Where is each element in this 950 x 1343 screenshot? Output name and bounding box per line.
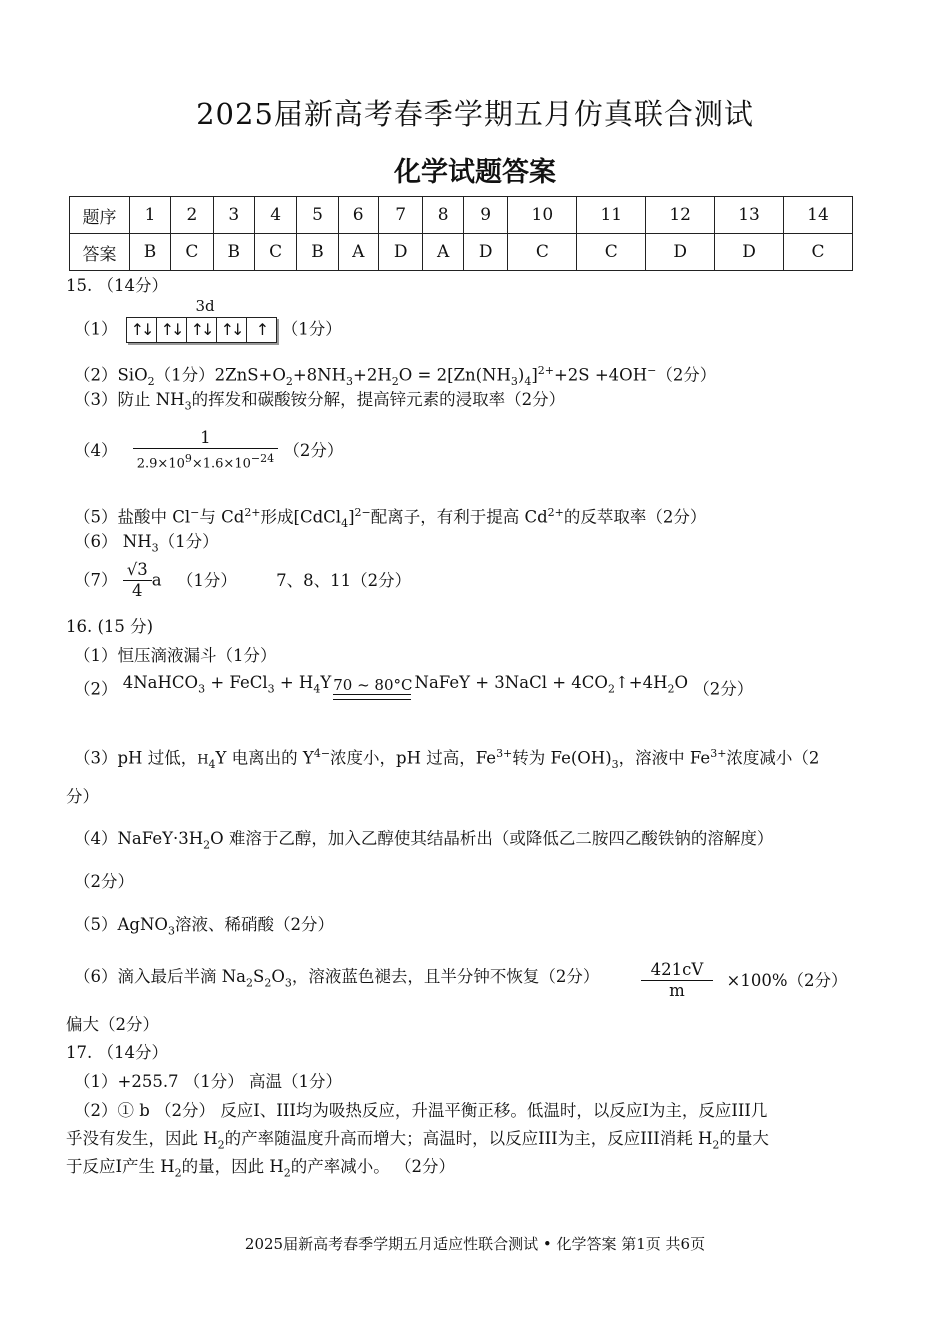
answer-cell: C <box>171 234 214 271</box>
table-row <box>70 234 853 271</box>
page-subtitle: 化学试题答案 <box>394 157 556 188</box>
q16-part2: （2） 4NaHCO$_3$ + FeCl$_3$ + $H_4Y$ 70 ~ 80°C NaFeY + 3NaCl + $4CO_2↑+4H_2O$ （2分） <box>74 673 754 699</box>
question-number-cell: 8 <box>423 197 463 234</box>
answer-cell: A <box>423 234 463 271</box>
question-number-cell: 13 <box>715 197 784 234</box>
q16-part3-cont: 分） <box>66 787 99 806</box>
orbital-label: 3d <box>195 297 215 315</box>
reaction-condition: 70 ~ 80°C <box>333 676 412 700</box>
q17-part2-line2: 乎没有发生，因此 $H_2$的产率随温度升高而增大；高温时，以反应III为主，反应III消耗 $H_2$的量大 <box>66 1129 769 1152</box>
answer-cell: C <box>254 234 297 271</box>
q17-heading: 17. （14分） <box>66 1043 168 1062</box>
q17-part2-line3: 于反应I产生 $H_2$的量，因此 $H_2$的产率减小。 （2分） <box>66 1157 456 1180</box>
answer-cell: D <box>715 234 784 271</box>
question-number-cell: 5 <box>297 197 338 234</box>
question-number-cell: 2 <box>171 197 214 234</box>
fraction: $\frac{√3}{4}$ <box>123 560 152 601</box>
question-number-cell: 9 <box>463 197 508 234</box>
q16-heading: 16. (15 分) <box>66 617 154 636</box>
q16-part1: （1）恒压滴液漏斗（1分） <box>74 646 277 665</box>
q15-part7: （7） $\frac{√3}{4}$ a （1分） 7、8、11（2分） <box>74 560 412 600</box>
q16-part6-cont: 偏大（2分） <box>66 1015 159 1034</box>
answer-cell: D <box>463 234 508 271</box>
fraction: $\frac{1}{2.9\times 10^9\times 1.6\times 10^{-24}}$ <box>133 428 278 474</box>
answer-cell: B <box>213 234 254 271</box>
answer-cell: D <box>378 234 423 271</box>
orbital-cell: ↑↓ <box>157 318 187 342</box>
row-header-number: 题序 <box>70 197 130 234</box>
answer-cell: D <box>646 234 715 271</box>
orbital-cell: ↑ <box>255 320 267 339</box>
q16-part6: （6）滴入最后半滴 $Na_2S_2O_3$，溶液蓝色褪去，且半分钟不恢复（2分） $\frac{421cV}{m}$ ×100%（2分） <box>74 960 848 1000</box>
answer-cell: C <box>508 234 577 271</box>
q15-part6: （6） $NH_3(1$分） <box>74 532 219 555</box>
q16-part4-cont: （2分） <box>74 872 134 891</box>
answer-cell: B <box>130 234 171 271</box>
q15-part2: （2）SiO$_2$（1分）$2ZnS+O_2+8NH_3+2H_2O = 2[Zn(NH_3)_4]^{2+}+2S +4OH^-(2$分） <box>74 364 717 388</box>
question-number-cell: 10 <box>508 197 577 234</box>
question-number-cell: 1 <box>130 197 171 234</box>
answer-cell: B <box>297 234 338 271</box>
question-number-cell: 3 <box>213 197 254 234</box>
question-number-cell: 6 <box>338 197 378 234</box>
row-header-answer: 答案 <box>70 234 130 271</box>
answer-cell: C <box>577 234 646 271</box>
q17-part2-line1: （2）① b （2分） 反应I、III均为吸热反应，升温平衡正移。低温时，以反应I为主，反应III几 <box>74 1101 768 1120</box>
orbital-cell: ↑↓ <box>127 318 157 342</box>
fraction: $\frac{421cV}{m}$ <box>641 960 714 1001</box>
page-footer: 2025届新高考春季学期五月适应性联合测试 • 化学答案 第1页 共6页 <box>244 1235 706 1253</box>
page-title: 2025届新高考春季学期五月仿真联合测试 <box>196 97 754 131</box>
orbital-cell: ↑↓ <box>217 318 247 342</box>
answer-table <box>69 196 853 271</box>
question-number-cell: 12 <box>646 197 715 234</box>
q15-part1: （1） 3d ↑↓ ↑↓ ↑↓ ↑↓ ↑ （1分） <box>74 317 342 343</box>
question-number-cell: 7 <box>378 197 423 234</box>
q16-part3: （3）pH 过低，$H_4Y$ 电离出的 $Y^{4-}$浓度小，pH 过高，$Fe^{3+}$转为 $Fe(OH)_3$，溶液中 $Fe^{3+}$浓度减小（2 <box>74 747 820 771</box>
table-row <box>70 197 853 234</box>
q15-part4: （4） $\frac{1}{2.9\times 10^9\times 1.6\times 10^{-24}}$ （2分） <box>74 428 343 474</box>
q16-part4: $(4)NaFeY\cdot 3H_2O$ 难溶于乙醇，加入乙醇使其结晶析出（或降低乙二胺四乙酸铁钠的溶解度） <box>74 829 774 852</box>
question-number-cell: 11 <box>577 197 646 234</box>
q15-part5: （5）盐酸中 Cl−与 $Cd^{2+}$形成[CdCl$_4$]$^{2-}$配离子，有利于提高 $Cd^{2+}$的反萃取率（2分） <box>74 506 707 530</box>
q15-part3: （3）防止 $NH_3$的挥发和碳酸铵分解，提高锌元素的浸取率（2分） <box>74 390 566 413</box>
question-number-cell: 4 <box>254 197 297 234</box>
q17-part1: （1）+255.7 （1分） 高温（1分） <box>74 1072 343 1091</box>
question-number-cell: 14 <box>783 197 852 234</box>
q15-heading: 15. （14分） <box>66 276 168 295</box>
q16-part5: （5）AgNO$_3$溶液、稀硝酸（2分） <box>74 915 334 938</box>
answer-cell: C <box>783 234 852 271</box>
orbital-cell: ↑↓ <box>187 318 217 342</box>
answer-cell: A <box>338 234 378 271</box>
